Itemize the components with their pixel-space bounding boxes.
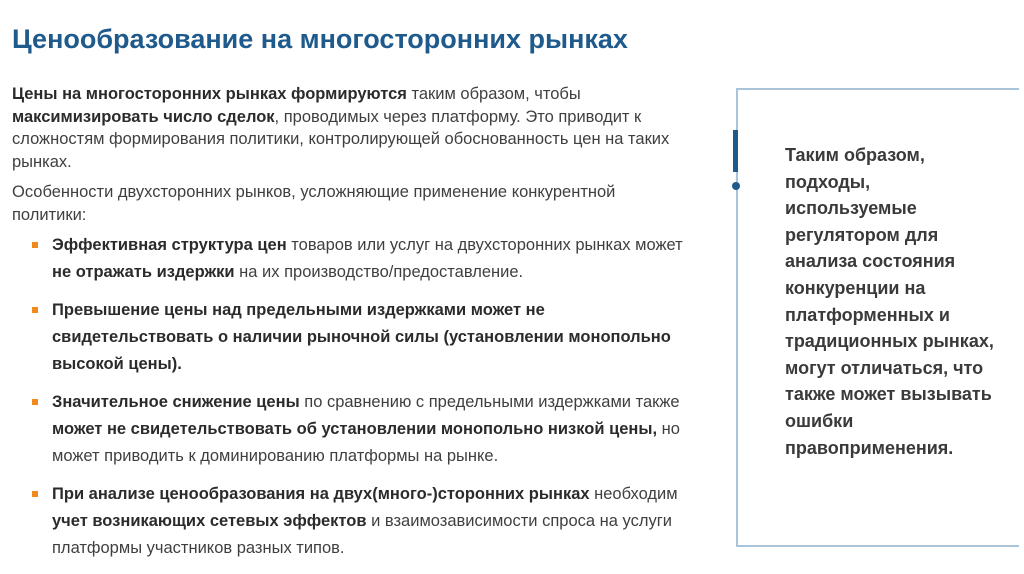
bullet-4-text-1: необходим <box>589 485 678 503</box>
bullet-3-text-2: но может приводить к доминированию платформы на рынке. <box>52 420 680 465</box>
callout-text: Таким образом, подходы, используемые регулятором для анализа состояния конкуренции на платформенных и традиционных рынках, могут отличаться, что также может вызывать ошибки правоприменения. <box>785 145 994 458</box>
bullet-list <box>12 232 688 562</box>
bullet-square-icon <box>32 491 38 497</box>
bullet-square-icon <box>32 399 38 405</box>
list-item <box>12 481 688 562</box>
intro-text-1: таким образом, чтобы <box>406 85 581 103</box>
list-item <box>12 389 688 470</box>
bullet-4-text-2: и взаимозависимости спроса на услуги платформы участников разных типов. <box>52 512 672 557</box>
slide-title: Ценообразование на многосторонних рынках <box>12 24 628 54</box>
bullet-square-icon <box>32 307 38 313</box>
bullet-1-bold-2: не отражать издержки <box>52 263 235 281</box>
bullet-square-icon <box>32 242 38 248</box>
intro-bold-1: Цены на многосторонних рынках формируются <box>12 85 407 103</box>
bullet-3-text-1: по сравнению с предельными издержками также <box>299 393 680 411</box>
bullet-1-bold-1: Эффективная структура цен <box>52 236 287 254</box>
list-item <box>12 232 688 286</box>
exclamation-dot-icon <box>732 182 740 190</box>
bullet-4-bold-2: учет возникающих сетевых эффектов <box>52 512 367 530</box>
intro-bold-2: максимизировать число сделок <box>12 107 275 126</box>
intro-paragraph <box>12 83 688 173</box>
bullet-2-bold: Превышение цены над предельными издержками может не свидетельствовать о наличии рыночной силы (установлении монопольно высокой цены). <box>52 301 671 373</box>
list-item <box>12 297 688 378</box>
bullet-1-text-1: товаров или услуг на двухсторонних рынках может <box>286 236 683 254</box>
bullet-4-bold-1: При анализе ценообразования на двух(много-)сторонних рынках <box>52 485 590 503</box>
exclamation-icon <box>733 130 738 172</box>
intro-text-2: , проводимых через платформу. Это приводит к сложностям формирования политики, контролирующей обоснованность цен на таких рынках. <box>12 107 670 171</box>
bullet-3-bold-2: может не свидетельствовать об установлении монопольно низкой цены, <box>52 420 658 438</box>
bullet-1-text-2: на их производство/предоставление. <box>234 263 524 281</box>
bullet-3-bold-1: Значительное снижение цены <box>52 393 300 411</box>
features-intro: Особенности двухсторонних рынков, усложняющие применение конкурентной политики: <box>12 183 616 224</box>
main-content <box>12 83 688 573</box>
